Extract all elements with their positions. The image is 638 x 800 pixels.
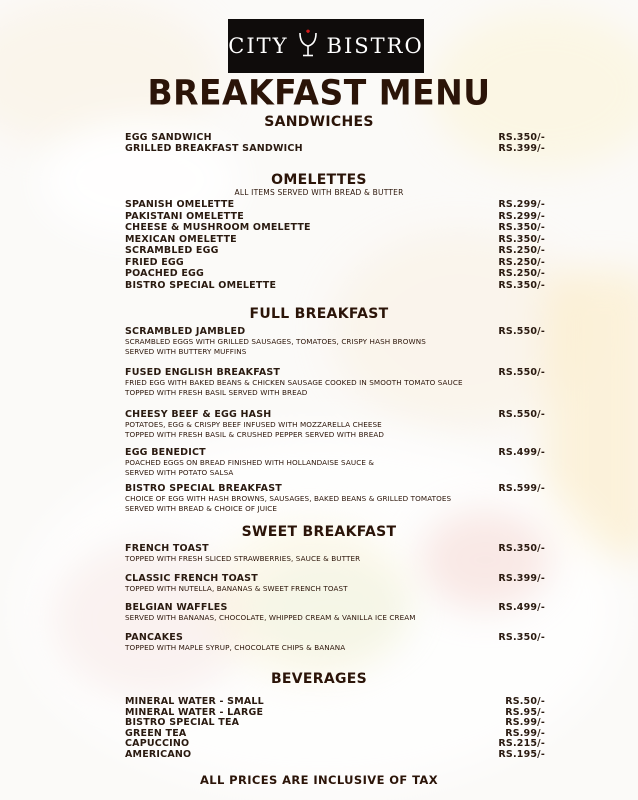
item-description: SERVED WITH POTATO SALSA bbox=[125, 468, 234, 477]
menu-item bbox=[125, 234, 545, 245]
logo-text-left: CITY bbox=[228, 34, 289, 58]
item-name: FRIED EGG bbox=[125, 256, 184, 268]
item-price: RS.499/- bbox=[498, 602, 545, 613]
logo-text-right: BISTRO bbox=[326, 34, 424, 58]
item-description: POACHED EGGS ON BREAD FINISHED WITH HOLLANDAISE SAUCE & bbox=[125, 458, 375, 467]
item-name: SCRAMBLED JAMBLED bbox=[125, 326, 246, 337]
item-name: CHEESY BEEF & EGG HASH bbox=[125, 409, 272, 420]
menu-item bbox=[125, 602, 545, 623]
item-description: CHOICE OF EGG WITH HASH BROWNS, SAUSAGES, BAKED BEANS & GRILLED TOMATOES bbox=[125, 494, 452, 503]
menu-item bbox=[125, 367, 545, 398]
item-price: RS.350/- bbox=[498, 279, 545, 291]
item-name: FRENCH TOAST bbox=[125, 543, 209, 554]
section-heading-sandwiches: SANDWICHES bbox=[264, 114, 374, 130]
item-description: TOPPED WITH MAPLE SYRUP, CHOCOLATE CHIPS & BANANA bbox=[125, 643, 346, 652]
city-bistro-logo bbox=[228, 19, 424, 73]
item-price: RS.350/- bbox=[498, 543, 545, 554]
menu-item bbox=[125, 280, 545, 291]
item-description: SERVED WITH BANANAS, CHOCOLATE, WHIPPED CREAM & VANILLA ICE CREAM bbox=[125, 613, 416, 622]
menu-title: BREAKFAST MENU bbox=[147, 72, 491, 113]
item-name: PAKISTANI OMELETTE bbox=[125, 210, 244, 222]
section-heading-omelettes: OMELETTES bbox=[271, 172, 367, 188]
item-description: TOPPED WITH FRESH BASIL & CRUSHED PEPPER SERVED WITH BREAD bbox=[125, 430, 384, 439]
menu-item bbox=[125, 245, 545, 256]
item-name: CHEESE & MUSHROOM OMELETTE bbox=[125, 222, 311, 233]
item-name: GRILLED BREAKFAST SANDWICH bbox=[125, 143, 303, 154]
item-price: RS.350/- bbox=[498, 233, 545, 245]
item-price: RS.99/- bbox=[505, 717, 545, 728]
item-price: RS.399/- bbox=[498, 143, 545, 154]
section-heading-sweet-breakfast: SWEET BREAKFAST bbox=[241, 524, 397, 540]
tax-note: ALL PRICES ARE INCLUSIVE OF TAX bbox=[200, 773, 438, 787]
item-price: RS.250/- bbox=[498, 256, 545, 268]
item-name: BISTRO SPECIAL BREAKFAST bbox=[125, 483, 282, 494]
wine-glass-icon bbox=[295, 29, 321, 64]
item-description: POTATOES, EGG & CRISPY BEEF INFUSED WITH MOZZARELLA CHEESE bbox=[125, 420, 382, 429]
item-name: EGG BENEDICT bbox=[125, 447, 206, 458]
item-price: RS.350/- bbox=[498, 222, 545, 233]
item-name: EGG SANDWICH bbox=[125, 132, 212, 143]
item-name: GREEN TEA bbox=[125, 727, 187, 739]
item-description: SERVED WITH BUTTERY MUFFINS bbox=[125, 347, 247, 356]
menu-item bbox=[125, 447, 545, 478]
item-description: TOPPED WITH NUTELLA, BANANAS & SWEET FRENCH TOAST bbox=[125, 584, 348, 593]
menu-item bbox=[125, 132, 545, 143]
item-name: BISTRO SPECIAL OMELETTE bbox=[125, 279, 277, 291]
item-name: SCRAMBLED EGG bbox=[125, 245, 219, 256]
omelettes-note: ALL ITEMS SERVED WITH BREAD & BUTTER bbox=[234, 188, 404, 197]
menu-item bbox=[125, 222, 545, 233]
item-name: CAPUCCINO bbox=[125, 738, 190, 749]
menu-item bbox=[125, 326, 545, 357]
menu-item bbox=[125, 211, 545, 222]
item-name: CLASSIC FRENCH TOAST bbox=[125, 573, 258, 584]
menu-item bbox=[125, 257, 545, 268]
item-description: SERVED WITH BREAD & CHOICE OF JUICE bbox=[125, 504, 278, 513]
item-price: RS.195/- bbox=[498, 748, 545, 760]
menu-item bbox=[125, 143, 545, 154]
item-name: AMERICANO bbox=[125, 748, 192, 760]
item-price: RS.350/- bbox=[498, 632, 545, 643]
menu-item bbox=[125, 199, 545, 210]
item-price: RS.215/- bbox=[498, 738, 545, 749]
menu-item bbox=[125, 483, 545, 514]
menu-item bbox=[125, 632, 545, 653]
menu-item bbox=[125, 409, 545, 440]
item-name: SPANISH OMELETTE bbox=[125, 199, 235, 210]
menu-item bbox=[125, 543, 545, 564]
item-description: SCRAMBLED EGGS WITH GRILLED SAUSAGES, TOMATOES, CRISPY HASH BROWNS bbox=[125, 337, 426, 346]
item-name: MINERAL WATER - SMALL bbox=[125, 696, 264, 707]
item-price: RS.99/- bbox=[505, 727, 545, 739]
item-name: POACHED EGG bbox=[125, 268, 205, 279]
item-price: RS.95/- bbox=[505, 706, 545, 718]
item-price: RS.350/- bbox=[498, 132, 545, 143]
item-price: RS.550/- bbox=[498, 409, 545, 420]
item-name: PANCAKES bbox=[125, 632, 184, 643]
section-heading-beverages: BEVERAGES bbox=[270, 671, 368, 687]
section-heading-full-breakfast: FULL BREAKFAST bbox=[249, 306, 389, 322]
item-name: MINERAL WATER - LARGE bbox=[125, 706, 264, 718]
item-price: RS.250/- bbox=[498, 245, 545, 256]
item-name: FUSED ENGLISH BREAKFAST bbox=[125, 367, 281, 378]
item-price: RS.50/- bbox=[505, 696, 545, 707]
item-description: TOPPED WITH FRESH SLICED STRAWBERRIES, SAUCE & BUTTER bbox=[125, 554, 361, 563]
item-price: RS.599/- bbox=[498, 483, 545, 494]
item-name: BELGIAN WAFFLES bbox=[125, 602, 228, 613]
item-description: TOPPED WITH FRESH BASIL SERVED WITH BREAD bbox=[125, 388, 308, 397]
menu-item bbox=[125, 268, 545, 279]
item-price: RS.299/- bbox=[498, 210, 545, 222]
item-name: MEXICAN OMELETTE bbox=[125, 233, 237, 245]
item-description: FRIED EGG WITH BAKED BEANS & CHICKEN SAUSAGE COOKED IN SMOOTH TOMATO SAUCE bbox=[125, 378, 463, 387]
item-price: RS.250/- bbox=[498, 268, 545, 279]
menu-item bbox=[125, 749, 545, 760]
item-price: RS.299/- bbox=[498, 199, 545, 210]
item-price: RS.550/- bbox=[498, 367, 545, 378]
item-price: RS.550/- bbox=[498, 326, 545, 337]
item-price: RS.499/- bbox=[498, 447, 545, 458]
menu-item bbox=[125, 573, 545, 594]
item-name: BISTRO SPECIAL TEA bbox=[125, 717, 240, 728]
item-price: RS.399/- bbox=[498, 573, 545, 584]
